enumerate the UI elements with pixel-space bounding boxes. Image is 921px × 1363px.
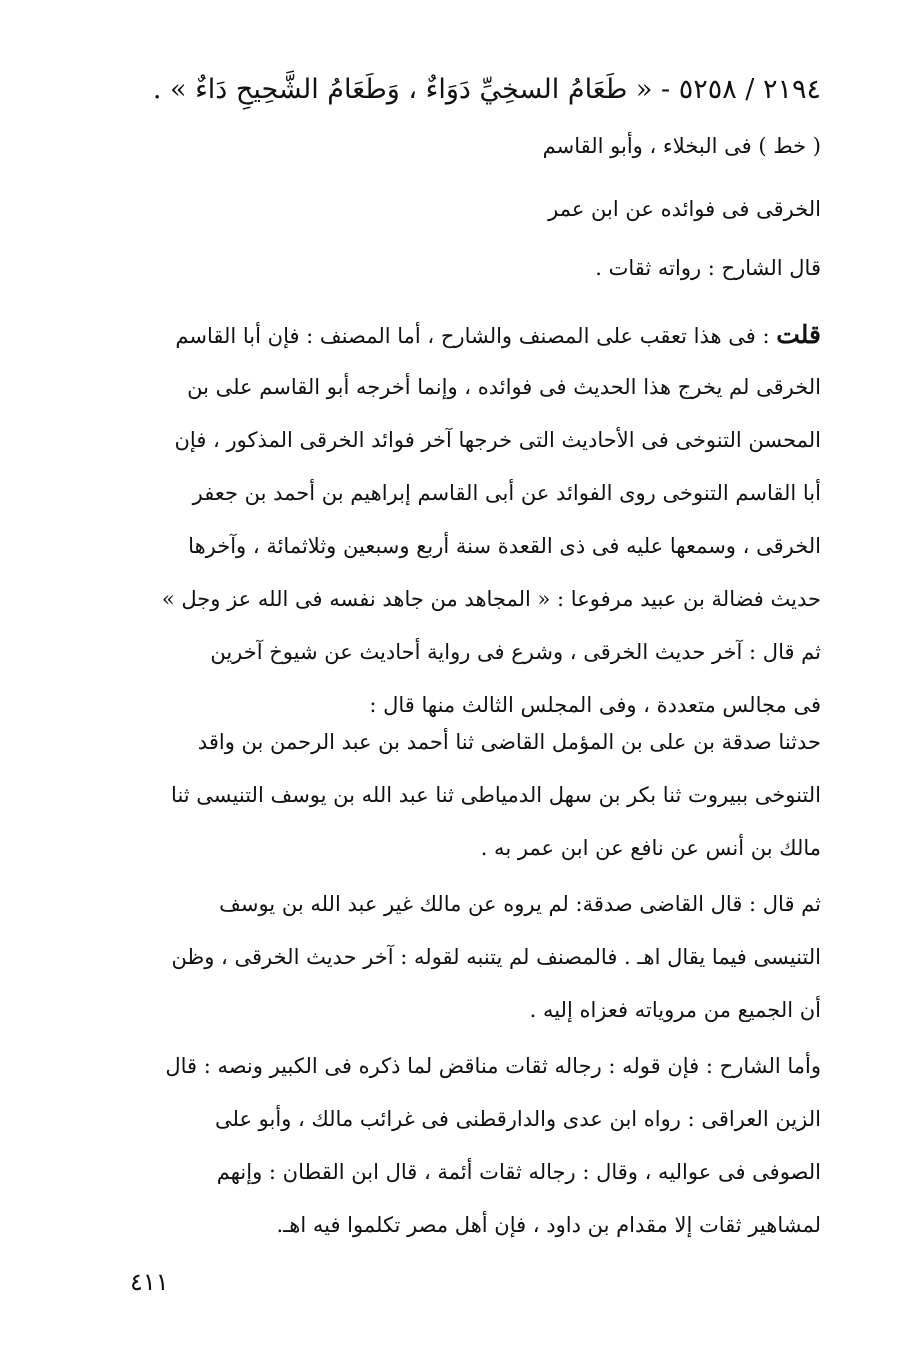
paragraph-line: أن الجميع من مروياته فعزاه إليه . <box>529 998 821 1022</box>
hadith-heading <box>153 70 821 110</box>
paragraph-sharih-reply <box>165 1040 821 1252</box>
paragraph-line: التنيسى فيما يقال اهـ . فالمصنف لم يتنبه لقوله : آخر حديث الخرقى ، وظن <box>171 945 821 969</box>
source-attribution <box>543 130 821 256</box>
paragraph-line: الخرقى لم يخرج هذا الحديث فى فوائده ، وإنما أخرجه أبو القاسم على بن <box>187 375 821 399</box>
paragraph-line: لمشاهير ثقات إلا مقدام بن داود ، فإن أهل مصر تكلموا فيه اهـ. <box>276 1213 821 1237</box>
paragraph-line: الخرقى ، وسمعها عليه فى ذى القعدة سنة أربع وسبعين وثلاثمائة ، وآخرها <box>188 534 821 558</box>
paragraph-line: التنوخى ببيروت ثنا بكر بن سهل الدمياطى ثنا عبد الله بن يوسف التنيسى ثنا <box>171 783 821 807</box>
source-line-1: ( خط ) فى البخلاء ، وأبو القاسم <box>542 134 821 158</box>
paragraph-line: حدثنا صدقة بن على بن المؤمل القاضى ثنا أحمد بن عبد الرحمن بن واقد <box>197 730 821 754</box>
paragraph-line: الزين العراقى : رواه ابن عدى والدارقطنى فى غرائب مالك ، وأبو على <box>215 1107 821 1131</box>
page-number: ٤١١ <box>130 1268 169 1296</box>
paragraph-line: حديث فضالة بن عبيد مرفوعا : « المجاهد من جاهد نفسه فى الله عز وجل » <box>161 587 821 611</box>
paragraph-line: فى مجالس متعددة ، وفى المجلس الثالث منها قال : <box>369 693 821 717</box>
paragraph-line: ثم قال : قال القاضى صدقة: لم يروه عن مالك غير عبد الله بن يوسف <box>219 892 821 916</box>
sharih-text: قال الشارح : رواته ثقات . <box>595 256 821 280</box>
source-line-2: الخرقى فى فوائده عن ابن عمر <box>548 197 821 221</box>
hadith-title: ٢١٩٤ / ٥٢٥٨ - « طَعَامُ السخِيِّ دَوَاءٌ ، وَطَعَامُ الشَّحِيحِ دَاءٌ » . <box>152 74 821 105</box>
paragraph-line: الصوفى فى عواليه ، وقال : رجاله ثقات أئمة ، قال ابن القطان : وإنهم <box>216 1160 821 1184</box>
paragraph-critique <box>162 308 821 732</box>
qultu-lead: قلت <box>776 320 821 349</box>
sharih-statement <box>595 252 821 285</box>
paragraph-line: مالك بن أنس عن نافع عن ابن عمر به . <box>480 836 821 860</box>
paragraph-line: المحسن التنوخى فى الأحاديث التى خرجها آخر فوائد الخرقى المذكور ، فإن <box>174 428 821 452</box>
paragraph-qadi-remark <box>172 878 821 1037</box>
paragraph-isnad <box>171 716 821 875</box>
paragraph-line <box>162 308 821 361</box>
paragraph-line: ثم قال : آخر حديث الخرقى ، وشرع فى رواية أحاديث عن شيوخ آخرين <box>210 640 821 664</box>
paragraph-line: أبا القاسم التنوخى روى الفوائد عن أبى القاسم إبراهيم بن أحمد بن جعفر <box>192 481 821 505</box>
paragraph-line: وأما الشارح : فإن قوله : رجاله ثقات مناقض لما ذكره فى الكبير ونصه : قال <box>165 1054 821 1078</box>
paragraph-line-text: : فى هذا تعقب على المصنف والشارح ، أما المصنف : فإن أبا القاسم <box>175 324 777 348</box>
